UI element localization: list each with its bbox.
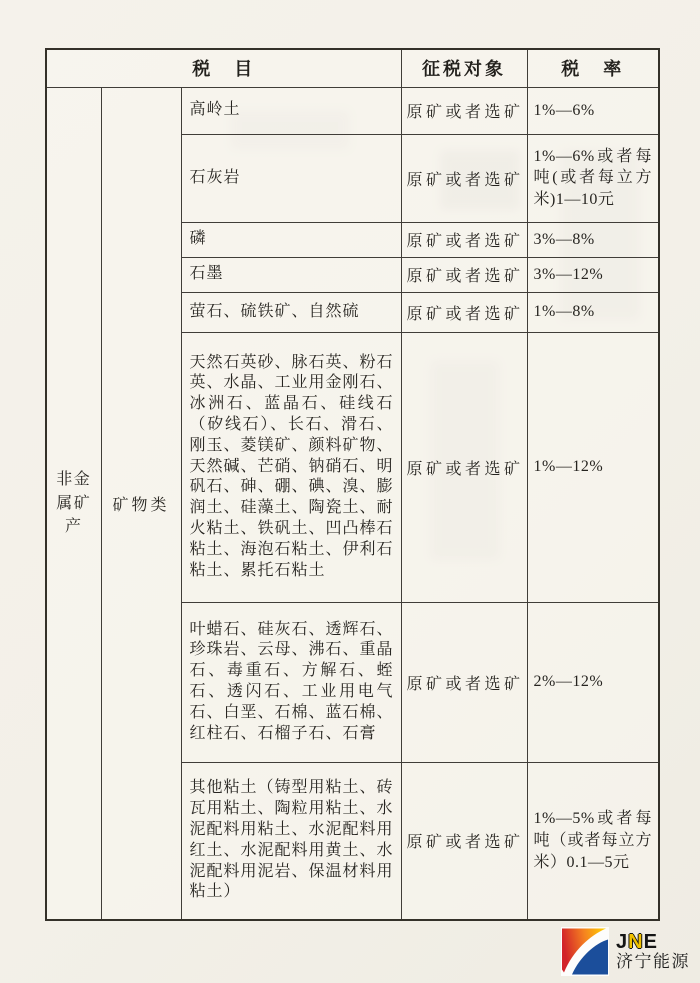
tax-rate-cell: 1%—8% bbox=[527, 292, 659, 332]
tax-item-cell: 石墨 bbox=[181, 257, 401, 292]
logo-letter: J bbox=[616, 931, 629, 954]
tax-rate-cell: 1%—6% bbox=[527, 87, 659, 134]
header-tax-item: 税 目 bbox=[46, 49, 401, 87]
header-tax-object: 征税对象 bbox=[401, 49, 527, 87]
jne-flag-icon bbox=[561, 927, 609, 976]
tax-object-cell: 原矿或者选矿 bbox=[401, 87, 527, 134]
tax-item-cell: 石灰岩 bbox=[181, 134, 401, 222]
tax-rate-table bbox=[45, 48, 660, 921]
tax-object-cell: 原矿或者选矿 bbox=[401, 257, 527, 292]
tax-rate-cell: 3%—12% bbox=[527, 257, 659, 292]
tax-object-cell: 原矿或者选矿 bbox=[401, 292, 527, 332]
company-logo bbox=[561, 927, 690, 976]
tax-rate-cell: 2%—12% bbox=[527, 602, 659, 762]
tax-item-cell: 其他粘土（铸型用粘土、砖瓦用粘土、陶粒用粘土、水泥配料用粘土、水泥配料用红土、水泥配料用黄土、水泥配料用泥岩、保温材料用粘土） bbox=[181, 762, 401, 920]
logo-acronym bbox=[616, 932, 690, 953]
category-cell: 非金属矿产 bbox=[46, 87, 101, 920]
tax-item-cell: 天然石英砂、脉石英、粉石英、水晶、工业用金刚石、冰洲石、蓝晶石、硅线石（矽线石）、长石、滑石、刚玉、菱镁矿、颜料矿物、天然碱、芒硝、钠硝石、明矾石、砷、硼、碘、溴、膨润土、硅藻土、陶瓷土、耐火粘土、铁矾土、凹凸棒石粘土、海泡石粘土、伊利石粘土、累托石粘土 bbox=[181, 332, 401, 602]
tax-object-cell: 原矿或者选矿 bbox=[401, 222, 527, 257]
tax-item-cell: 萤石、硫铁矿、自然硫 bbox=[181, 292, 401, 332]
tax-rate-cell: 1%—6%或者每吨(或者每立方米)1—10元 bbox=[527, 134, 659, 222]
tax-item-cell: 叶蜡石、硅灰石、透辉石、珍珠岩、云母、沸石、重晶石、毒重石、方解石、蛭石、透闪石、工业用电气石、白垩、石棉、蓝石棉、红柱石、石榴子石、石膏 bbox=[181, 602, 401, 762]
table-header-row bbox=[46, 49, 659, 87]
tax-item-cell: 高岭土 bbox=[181, 87, 401, 134]
tax-rate-cell: 1%—5%或者每吨（或者每立方米）0.1—5元 bbox=[527, 762, 659, 920]
tax-rate-cell: 1%—12% bbox=[527, 332, 659, 602]
header-tax-rate: 税 率 bbox=[527, 49, 659, 87]
logo-company-name: 济宁能源 bbox=[616, 952, 690, 972]
tax-object-cell: 原矿或者选矿 bbox=[401, 332, 527, 602]
tax-object-cell: 原矿或者选矿 bbox=[401, 134, 527, 222]
table-row bbox=[46, 87, 659, 134]
logo-letter: E bbox=[643, 931, 658, 954]
tax-item-cell: 磷 bbox=[181, 222, 401, 257]
logo-letter: N bbox=[628, 931, 644, 954]
tax-object-cell: 原矿或者选矿 bbox=[401, 602, 527, 762]
tax-object-cell: 原矿或者选矿 bbox=[401, 762, 527, 920]
subcategory-cell: 矿物类 bbox=[101, 87, 181, 920]
logo-text bbox=[616, 932, 690, 971]
tax-rate-cell: 3%—8% bbox=[527, 222, 659, 257]
